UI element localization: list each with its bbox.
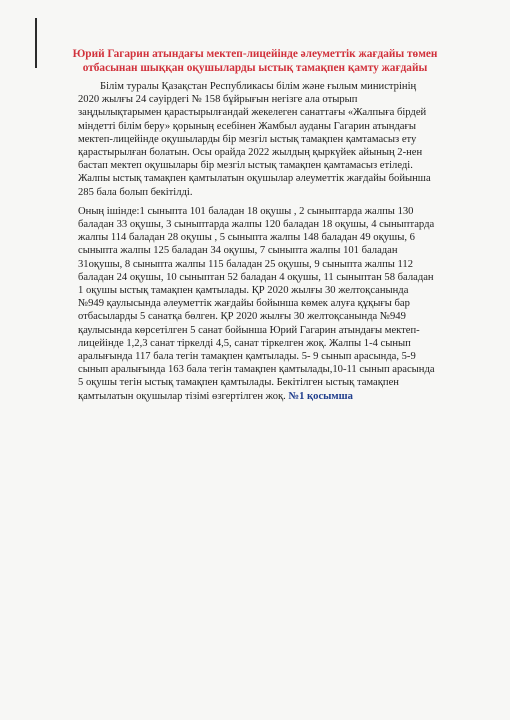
paragraph-details	[78, 205, 436, 403]
paragraph-details-text: Оның ішінде:1 сыныпта 101 баладан 18 оқушы , 2 сыныптарда жалпы 130 баладан 33 оқушы, 3 сыныптарда жалпы 120 баладан 18 оқушы, 4 сыныптарда жалпы 114 баладан 28 оқушы , 5 сыныпта жалпы 148 баладан 49 оқушы, 6 сыныпта жалпы 125 баладан 34 оқушы, 7 сыныпта жалпы 101 баладан 31оқушы, 8 сыныпта жалпы 115 баладан 25 оқушы, 9 сыныпта жалпы 112 баладан 24 оқушы, 10 сыныптан 52 баладан 4 оқушы, 11 сыныптан 58 баладан 1 оқушы ыстық тамақпен қамтылады. ҚР 2020 жылғы 30 желтоқсанында №949 қаулысында әлеуметтік жағдайы бойынша көмек алуға құқығы бар отбасыларды 5 санатқа бөлген. ҚР 2020 жылғы 30 желтоқсанында №949 қаулысында көрсетілген 5 санат бойынша Юрий Гагарин атындағы мектеп-лицейінде 1,2,3 санат тіркелді 4,5, санат тіркелген жоқ. Жалпы 1-4 сынып аралығында 117 бала тегін тамақпен қамтылады. 5- 9 сынып арасында, 5-9 сынып аралығында 163 бала тегін тамақпен қамтылады,10-11 сынып арасында 5 оқушы тегін ыстық тамақпен қамтылады. Бекітілген ыстық тамақпен қамтылатын оқушылар тізімі өзгертілген жоқ.	[78, 205, 435, 402]
paragraph-intro: Білім туралы Қазақстан Республикасы білім және ғылым министрінің 2020 жылғы 24 сәуірдегі № 158 бұйрығын негізге ала отырып заңдылықтарымен қарастырылғандай жекелеген санаттағы «Жалпыға бірдей міндетті білім беру» қорының есебінен Жамбыл ауданы Гагарин атындағы мектеп-лицейінде оқушыларды бір мезгіл ыстық тамақпен қамтамасыз ету қарастырылған болатын. Осы орайда 2022 жылдың қыркүйек айының 2-нен бастап мектеп оқушылары бір мезгіл ыстық тамақпен қамтамасыз етіледі. Жалпы ыстық тамақпен қамтылатын оқушылар әлеуметтік жағдайы бойынша 285 бала болып бекітілді.	[78, 81, 431, 198]
margin-line	[35, 18, 37, 68]
document-body	[78, 80, 436, 409]
document-title: Юрий Гагарин атындағы мектеп-лицейінде әлеуметтік жағдайы төмен отбасынан шыққан оқушыларды ыстық тамақпен қамту жағдайы	[72, 48, 438, 74]
annex-link[interactable]: №1 қосымша	[288, 390, 353, 402]
